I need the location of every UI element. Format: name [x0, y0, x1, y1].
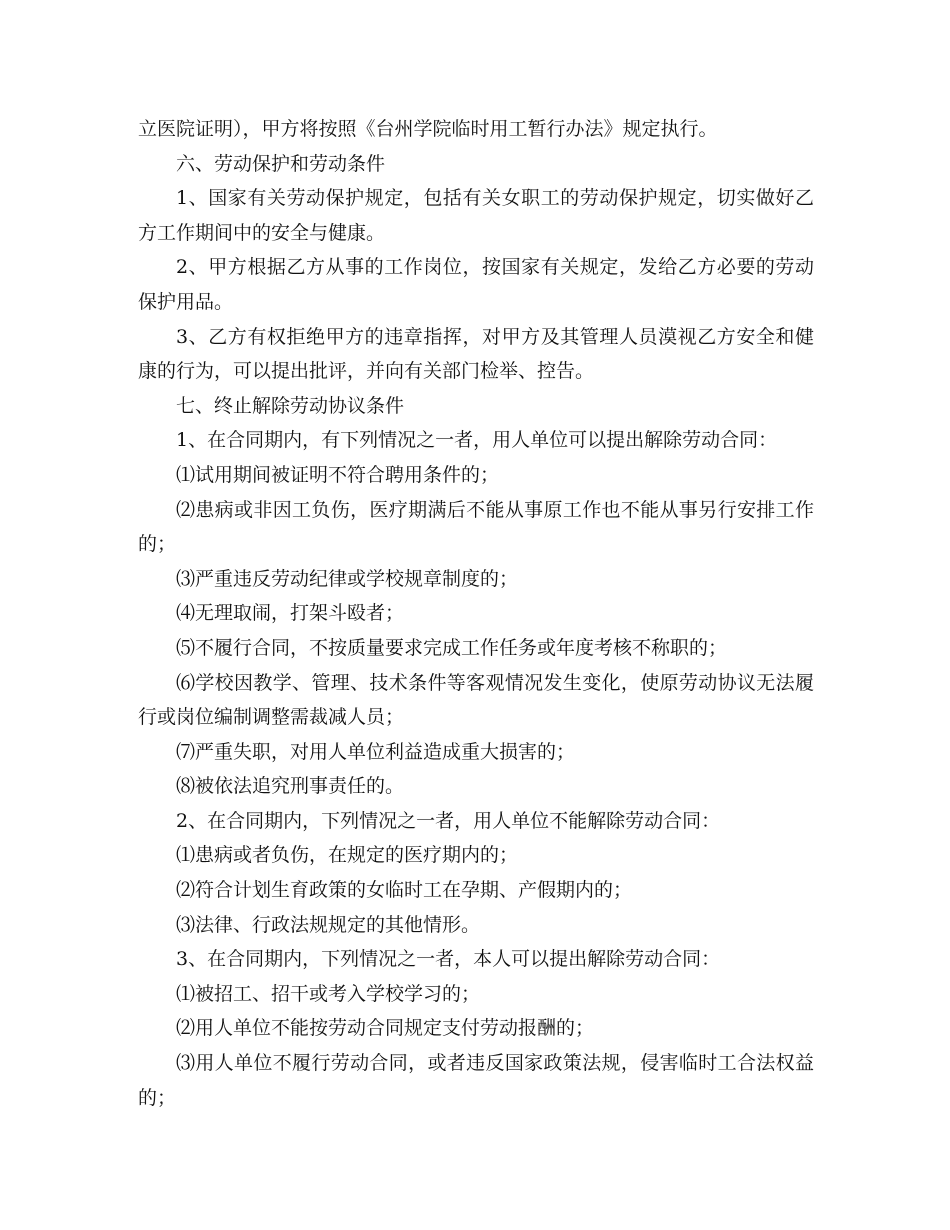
paragraph: 2、甲方根据乙方从事的工作岗位，按国家有关规定，发给乙方必要的劳动保护用品。	[138, 256, 814, 313]
section-heading: 七、终止解除劳动协议条件	[176, 394, 405, 417]
list-item: ⑵患病或非因工负伤，医疗期满后不能从事原工作也不能从事另行安排工作的；	[138, 498, 814, 556]
list-item: ⑴被招工、招干或考入学校学习的；	[176, 982, 481, 1005]
document-body	[138, 112, 814, 1115]
list-item: ⑻被依法追究刑事责任的。	[176, 775, 405, 798]
section-heading: 六、劳动保护和劳动条件	[176, 152, 386, 175]
list-item: ⑹学校因教学、管理、技术条件等客观情况发生变化，使原劳动协议无法履行或岗位编制调整需裁减人员；	[138, 671, 814, 729]
list-item: ⑵符合计划生育政策的女临时工在孕期、产假期内的；	[176, 879, 633, 902]
list-item: ⑺严重失职，对用人单位利益造成重大损害的；	[176, 740, 576, 763]
paragraph: 3、在合同期内，下列情况之一者，本人可以提出解除劳动合同：	[176, 948, 721, 971]
paragraph: 2、在合同期内，下列情况之一者，用人单位不能解除劳动合同：	[176, 809, 721, 832]
list-item: ⑶用人单位不履行劳动合同，或者违反国家政策法规，侵害临时工合法权益的；	[138, 1052, 814, 1109]
list-item: ⑶法律、行政法规规定的其他情形。	[176, 913, 481, 936]
list-item: ⑷无理取闹，打架斗殴者；	[176, 602, 405, 625]
list-item: ⑶严重违反劳动纪律或学校规章制度的；	[176, 567, 519, 590]
paragraph: 3、乙方有权拒绝甲方的违章指挥，对甲方及其管理人员漠视乙方安全和健康的行为，可以提出批评，并向有关部门检举、控告。	[138, 325, 814, 383]
list-item: ⑴试用期间被证明不符合聘用条件的；	[176, 463, 500, 486]
list-item: ⑴患病或者负伤，在规定的医疗期内的；	[176, 844, 519, 867]
paragraph: 1、国家有关劳动保护规定，包括有关女职工的劳动保护规定，切实做好乙方工作期间中的安全与健康。	[138, 187, 814, 244]
paragraph: 立医院证明），甲方将按照《台州学院临时用工暂行办法》规定执行。	[138, 118, 718, 140]
list-item: ⑵用人单位不能按劳动合同规定支付劳动报酬的；	[176, 1017, 595, 1040]
paragraph: 1、在合同期内，有下列情况之一者，用人单位可以提出解除劳动合同：	[176, 429, 778, 452]
list-item: ⑸不履行合同，不按质量要求完成工作任务或年度考核不称职的；	[176, 636, 728, 659]
